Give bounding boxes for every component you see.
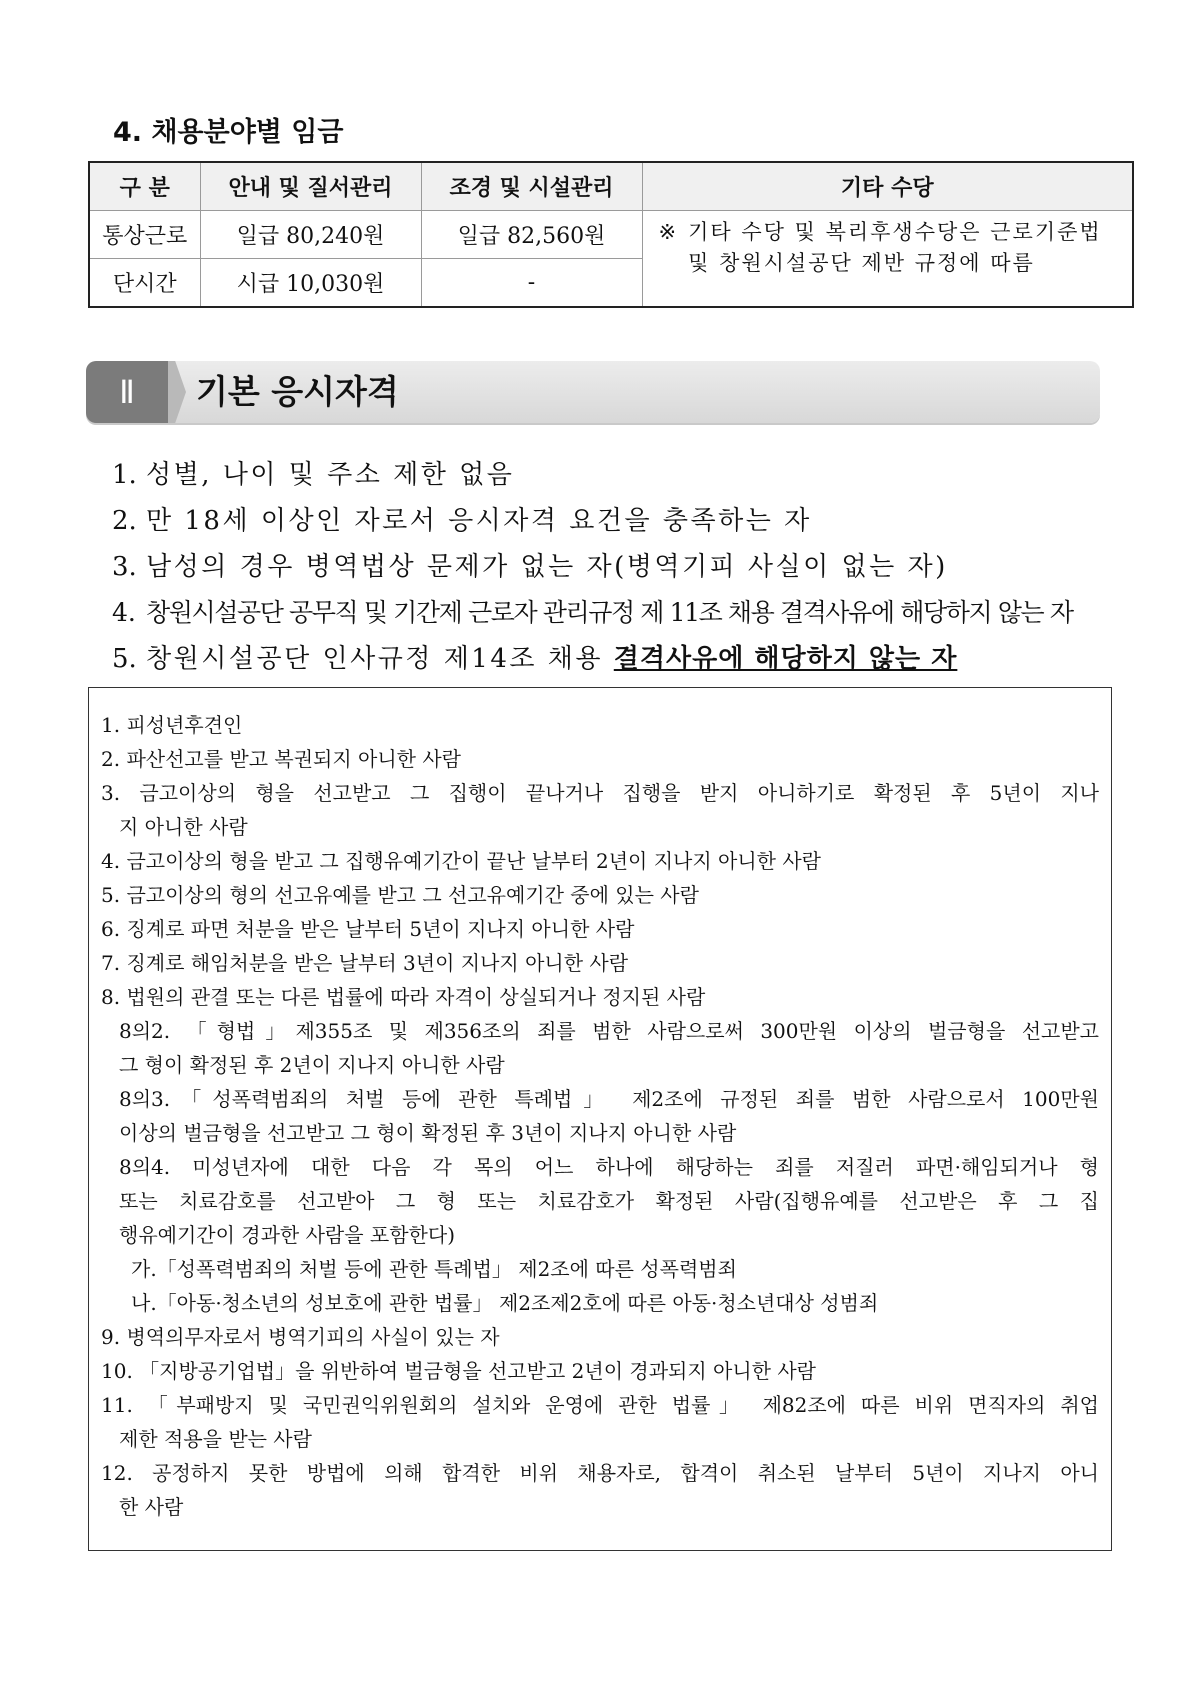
list-item: 8의3.「성폭력범죄의 처벌 등에 관한 특례법」 제2조에 규정된 죄를 범한 사람으로서 100만원 — [119, 1087, 1099, 1111]
section-banner — [86, 361, 1100, 423]
list-item: 가.「성폭력범죄의 처벌 등에 관한 특례법」 제2조에 따른 성폭력범죄 — [131, 1257, 737, 1281]
list-item: 8의4. 미성년자에 대한 다음 각 목의 어느 하나에 해당하는 죄를 저질러 파면·해임되거나 형 — [119, 1155, 1099, 1179]
emphasized-text: 결격사유에 해당하지 않는 자 — [613, 644, 958, 674]
section-number-badge — [86, 361, 168, 423]
row-label: 단시간 — [89, 259, 200, 308]
list-item: 1. 성별, 나이 및 주소 제한 없음 — [112, 460, 515, 490]
list-item: 10. 「지방공기업법」을 위반하여 벌금형을 선고받고 2년이 경과되지 아니한 사람 — [101, 1359, 816, 1383]
list-item: 1. 피성년후견인 — [101, 713, 243, 737]
allowance-note — [642, 211, 1133, 308]
list-item: 12. 공정하지 못한 방법에 의해 합격한 비위 채용자로, 합격이 취소된 날부터 5년이 지나지 아니 — [101, 1461, 1099, 1485]
list-item: 5. 금고이상의 형의 선고유예를 받고 그 선고유예기간 중에 있는 사람 — [101, 883, 699, 907]
list-item: 11. 「부패방지 및 국민권익위원회의 설치와 운영에 관한 법률」 제82조에 따른 비위 면직자의 취업 — [101, 1393, 1099, 1417]
list-item-continuation: 제한 적용을 받는 사람 — [119, 1427, 312, 1451]
wage-cell: 일급 82,560원 — [421, 211, 642, 259]
list-item: 3. 남성의 경우 병역법상 문제가 없는 자(병역기피 사실이 없는 자) — [112, 552, 948, 582]
list-item: 8의2. 「형법」제355조 및 제356조의 죄를 범한 사람으로써 300만원 이상의 벌금형을 선고받고 — [119, 1019, 1099, 1043]
wage-cell: 일급 80,240원 — [200, 211, 421, 259]
section-title: 기본 응시자격 — [196, 372, 399, 411]
list-item: 5. 창원시설공단 인사규정 제14조 채용 결격사유에 해당하지 않는 자 — [112, 644, 958, 674]
list-item: 나.「아동·청소년의 성보호에 관한 법률」 제2조제2호에 따른 아동·청소년대상 성범죄 — [131, 1291, 879, 1315]
header-guide-order: 안내 및 질서관리 — [200, 162, 421, 211]
disqualification-box — [88, 687, 1112, 1551]
list-item-continuation: 지 아니한 사람 — [119, 815, 248, 839]
wage-cell: - — [421, 259, 642, 308]
table-row — [89, 211, 1133, 259]
allowance-note-text: 기타 수당 및 복리후생수당은 근로기준법 및 창원시설공단 제반 규정에 따름 — [688, 220, 1102, 275]
list-item-continuation: 그 형이 확정된 후 2년이 지나지 아니한 사람 — [119, 1053, 505, 1077]
header-category: 구 분 — [89, 162, 200, 211]
wage-cell: 시급 10,030원 — [200, 259, 421, 308]
list-item-continuation: 행유예기간이 경과한 사람을 포함한다) — [119, 1223, 455, 1247]
wage-section-title: 4. 채용분야별 임금 — [113, 117, 344, 148]
list-item: 7. 징계로 해임처분을 받은 날부터 3년이 지나지 아니한 사람 — [101, 951, 629, 975]
qualification-list — [112, 452, 1122, 682]
section-number: Ⅱ — [119, 373, 135, 411]
header-other-allowance: 기타 수당 — [642, 162, 1133, 211]
list-item: 6. 징계로 파면 처분을 받은 날부터 5년이 지나지 아니한 사람 — [101, 917, 635, 941]
list-item: 2. 파산선고를 받고 복권되지 아니한 사람 — [101, 747, 461, 771]
wage-table — [88, 161, 1134, 308]
list-item: 3. 금고이상의 형을 선고받고 그 집행이 끝나거나 집행을 받지 아니하기로 확정된 후 5년이 지나 — [101, 781, 1099, 805]
list-item-continuation: 이상의 벌금형을 선고받고 그 형이 확정된 후 3년이 지나지 아니한 사람 — [119, 1121, 737, 1145]
list-item: 4. 창원시설공단 공무직 및 기간제 근로자 관리규정 제 11조 채용 결격사유에 해당하지 않는 자 — [112, 598, 1073, 627]
wage-table-header-row — [89, 162, 1133, 211]
reference-mark: ※ — [658, 220, 677, 244]
list-item: 8. 법원의 관결 또는 다른 법률에 따라 자격이 상실되거나 정지된 사람 — [101, 985, 706, 1009]
section-tab-arrow — [168, 361, 186, 423]
list-item-continuation: 한 사람 — [119, 1495, 184, 1519]
header-landscape-facility: 조경 및 시설관리 — [421, 162, 642, 211]
list-item: 4. 금고이상의 형을 받고 그 집행유예기간이 끝난 날부터 2년이 지나지 아니한 사람 — [101, 849, 821, 873]
list-item: 2. 만 18세 이상인 자로서 응시자격 요건을 충족하는 자 — [112, 506, 812, 536]
list-item: 9. 병역의무자로서 병역기피의 사실이 있는 자 — [101, 1325, 500, 1349]
list-item-continuation: 또는 치료감호를 선고받아 그 형 또는 치료감호가 확정된 사람(집행유예를 선고받은 후 그 집 — [119, 1189, 1099, 1213]
row-label: 통상근로 — [89, 211, 200, 259]
